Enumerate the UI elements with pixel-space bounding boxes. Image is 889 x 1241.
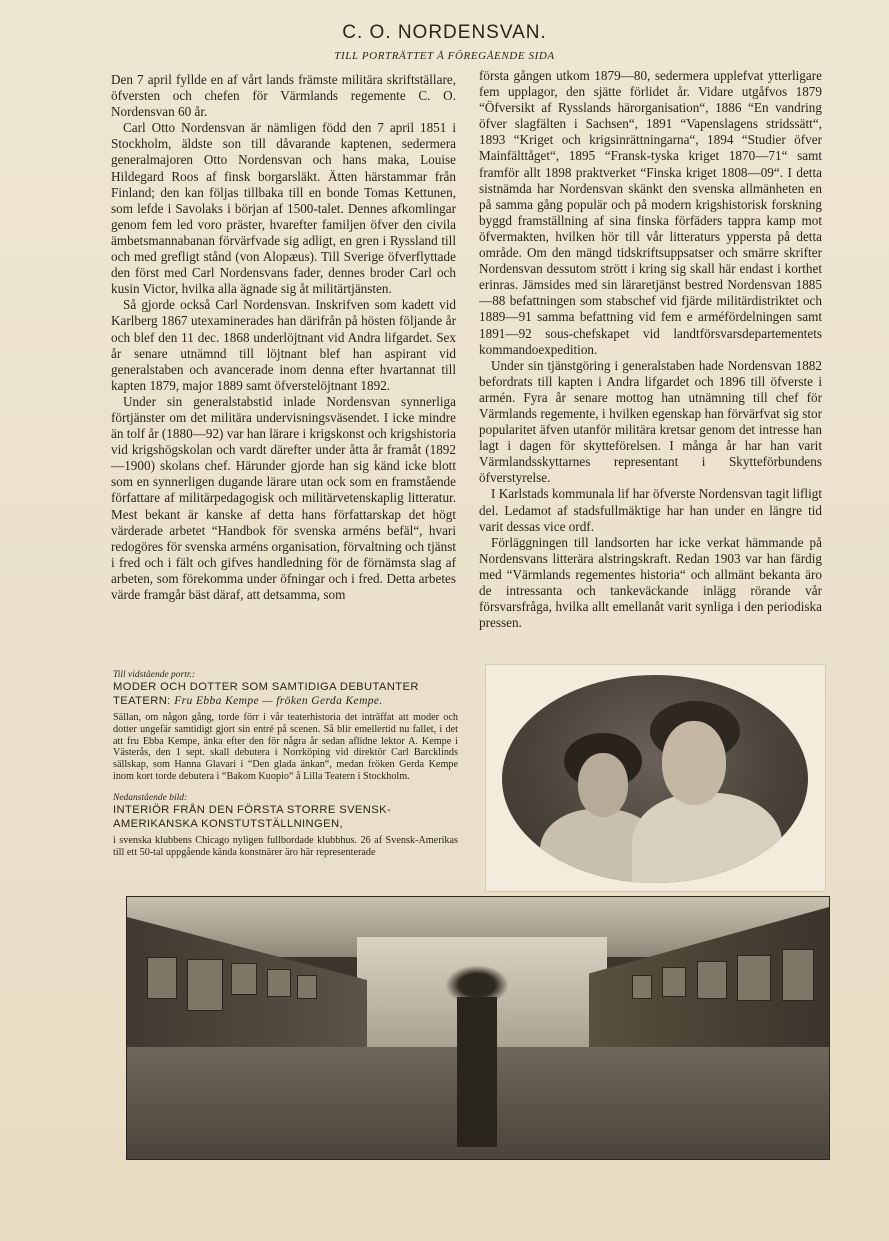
painting <box>632 975 652 999</box>
photo-captions <box>113 670 458 868</box>
portrait-oval-image <box>502 675 808 883</box>
daughter-face <box>578 753 628 817</box>
paragraph: Under sin tjänstgöring i generalstaben hade Nordensvan 1882 befordrats till kapten i Andra lifgardet och 1896 till öfverste i armén. Fyra år senare mottog han utnämning till chef för Värmlands regemente, i hvilken egenskap han förvärfvat sig stor popularitet äfven utanför militära kretsar genom det intresse han lagt i dagen för skytteförelsen. I många år har han varit Värmlandsskyttarnes representant i Skytteförbundens öfverstyrelse. <box>479 357 822 486</box>
painting <box>737 955 771 1001</box>
mother-face <box>662 721 726 805</box>
mother-figure <box>632 793 782 883</box>
portrait-caption-names: Fru Ebba Kempe — fröken Gerda Kempe. <box>174 695 383 707</box>
paragraph: Så gjorde också Carl Nordensvan. Inskrifven som kadett vid Karlberg 1867 utexaminerades han därifrån på hösten följande år och blef den 11 dec. 1868 underlöjtnant vid Andra lifgardet. Sex år senare utnämnd till löjtnant blef han aspirant vid generalstaben och avancerade inom denna efter hvartannat till kapten 1879, major 1889 samt öfverstelöjtnant 1892. <box>111 297 456 393</box>
paragraph: Under sin generalstabstid inlade Nordensvan synnerliga förtjänster om det militära undervisningsväsendet. I icke mindre än tolf år (1880—92) var han lärare i krigskonst och krigshistoria vid krigshögskolan och vardt därefter under åtta år framåt (1892—1900) skolans chef. Härunder gjorde han sig känd icke blott som en synnerligen dugande lärare utan ock som en framstående författare af militärpedagogisk och militärvetenskaplig litteratur. Mest bekant är kanske af detta hans författarskap det högt värderade arbetet “Handbok för svenska arméns befäl“, hvari redogöres för svenska arméns organisation, förvaltning och tjänst i fred och i fält och gifves handledning för de förnämsta slag af arbeten, som förekomma under öfningar och i fred. Detta arbetes värde framgår bäst däraf, att detsamma, som <box>111 393 456 602</box>
paragraph: Carl Otto Nordensvan är nämligen född den 7 april 1851 i Stockholm, äldste son till dåvarande kaptenen, sedermera generalmajoren Otto Nordensvan och hans maka, Louise Hildegard Roos af finsk borgarsläkt. Ätten härstammar från Finland; den kan följas tillbaka till en bonde Tomas Kettunen, som lefde i Savolaks i början af 1500-talet. Dennes afkomlingar genom fem led voro präster, hvarefter familjen öfver den civila ämbetsmannabanan förvärfvade sig adligt, en gren i Ryssland till och med grefligt stånd (von Alopæus). Till Sverige öfverflyttade den först med Carl Nordensvans fader, dennes broder Carl och kusin Victor, hvilka alla ägnade sig åt militärtjänsten. <box>111 120 456 297</box>
painting <box>267 969 291 997</box>
painting <box>147 957 177 999</box>
right-text-column <box>479 68 822 631</box>
portrait-caption-heading-main: MODER OCH DOTTER SOM SAMTIDIGA DEBUTANTER TEATERN: <box>113 681 419 707</box>
painting <box>697 961 727 999</box>
left-text-column <box>111 72 456 603</box>
portrait-caption-heading <box>113 680 458 708</box>
central-pedestal <box>457 997 497 1147</box>
painting <box>297 975 317 999</box>
paragraph: Förläggningen till landsorten har icke verkat hämmande på Nordensvans litterära alstringskraft. Redan 1903 var han färdig med “Värmlands regementes historia“ och allmänt bekanta äro de intressanta och tankeväckande inlägg rörande vår försvarsfråga, hvilka allt emellanåt varit synliga i den periodiska pressen. <box>479 534 822 631</box>
article-title: C. O. NORDENSVAN. <box>342 22 547 43</box>
interior-caption-heading: INTERIÖR FRÅN DEN FÖRSTA STORRE SVENSK-AMERIKANSKA KONSTUTSTÄLLNINGEN, <box>113 803 392 830</box>
interior-caption-body: i svenska klubbens Chicago nyligen fullbordade klubbhus. 26 af Svensk-Amerikas till ett 50-tal uppgående kända konstnärer äro här representerade <box>113 834 458 858</box>
article-subtitle: TILL PORTRÄTTET Å FÖREGÅENDE SIDA <box>334 50 555 62</box>
painting <box>782 949 814 1001</box>
paragraph: Den 7 april fyllde en af vårt lands främste militära skriftställare, öfversten och chefen för Värmlands regemente C. O. Nordensvan 60 år. <box>111 72 456 120</box>
portrait-caption-body: Sällan, om någon gång, torde förr i vår teaterhistoria det inträffat att moder och dotter ungefär samtidigt gjort sin entré på scenen. Så blir emellertid nu fallet, i det att fru Ebba Kempe, änka efter den för några år sedan aflidne lektor A. Kempe i Västerås, den 1 sept. skall debutera i Norrköping vid direktör Carl Barcklinds sällskap, som Hanna Glavari i “Den glada änkan“, medan fröken Gerda Kempe inom kort torde debutera i “Bakom Kuopio“ å Lilla Teatern i Stockholm. <box>113 712 458 782</box>
paragraph: I Karlstads kommunala lif har öfverste Nordensvan tagit lifligt del. Ledamot af stadsfullmäktige har han under en längre tid varit dessas vice ordf. <box>479 486 822 534</box>
interior-caption-label: Nedanstående bild: <box>113 792 188 803</box>
portrait-photo <box>485 664 826 892</box>
portrait-caption-label: Till vidstående portr.: <box>113 670 196 680</box>
paragraph: första gången utkom 1879—80, sedermera upplefvat ytterligare fem upplagor, den sjätte förlidet år. Vidare utgåfvos 1879 “Öfversikt af Rysslands härorganisation“, 1886 “En vandring öfver slagfälten i Sachsen“, 1891 “Vapenslagens stridssätt“, 1893 “Kriget och krigsinrättningarna“, 1894 “Studier öfver Mainfälttåget“, 1895 “Fransk-tyska kriget 1870—71“ samt framför allt 1898 praktverket “Finska kriget 1808—09“. I detta sistnämda har Nordensvan skänkt den svenska allmänheten en på samma gång populär och på modern krigshistorisk forskning byggd framställning af sina finska förfäders tappra kamp mot öfvermakten, hvilken hör till vår litteraturs yppersta på detta område. Om den mängd tidskriftsuppsatser och smärre skrifter Nordensvan dessutom strött i kring sig skall här endast i korthet erinras. Jämsides med sin läraretjänst bestred Nordensvan 1885—88 befattningen som stabschef vid fjärde militärdistriktet och 1889—91 samma befattning vid fem e arméfördelningen samt 1891—92 sous-chefskapet vid landtförsvarsdepartementets kommandoexpedition. <box>479 68 822 357</box>
painting <box>231 963 257 995</box>
exhibition-interior-photo <box>126 896 830 1160</box>
painting <box>187 959 223 1011</box>
painting <box>662 967 686 997</box>
